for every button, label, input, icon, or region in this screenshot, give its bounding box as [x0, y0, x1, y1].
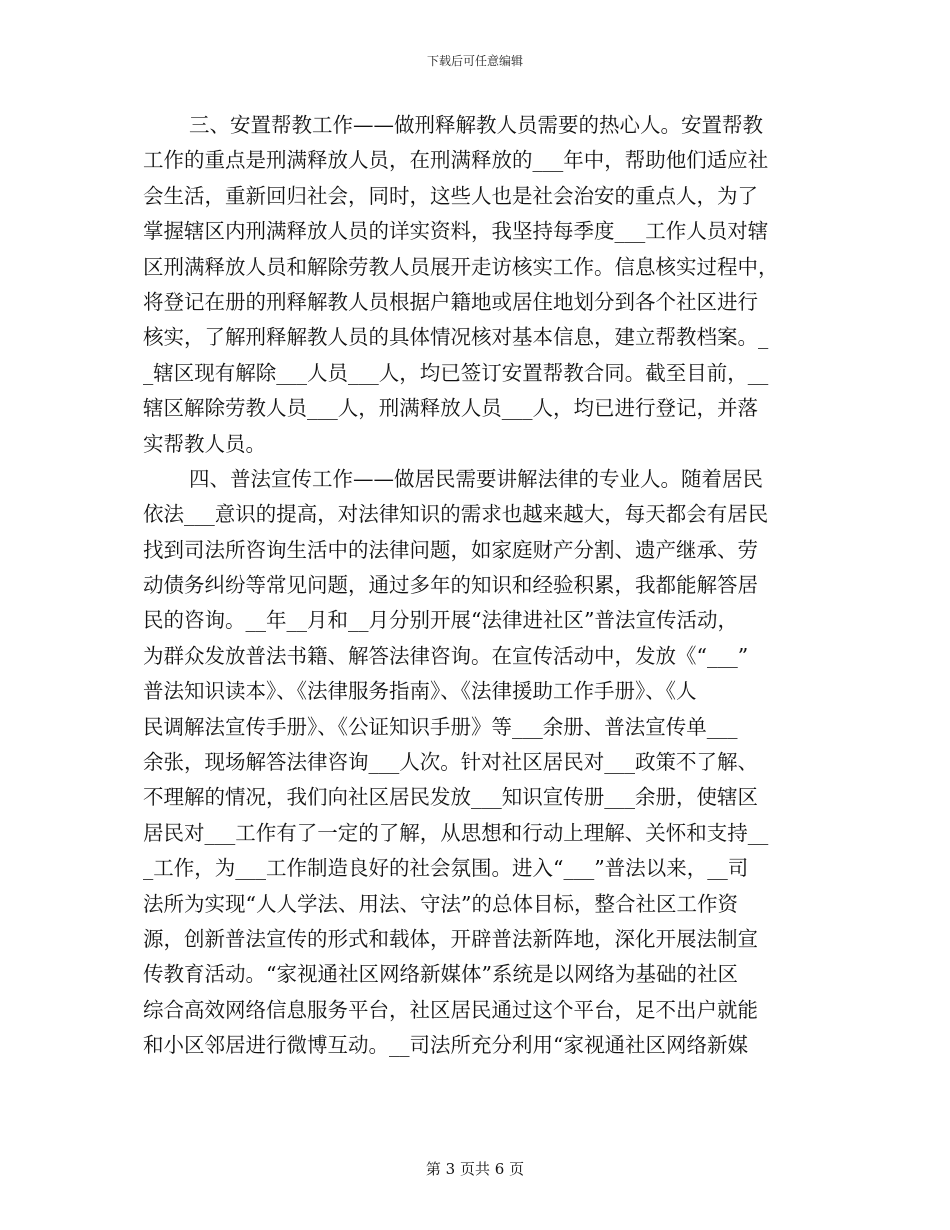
page-number: 第 3 页共 6 页 [425, 1160, 525, 1178]
text-line: 民的咨询。__年__月和__月分别开展“法律进社区”普法宣传活动， [143, 608, 738, 633]
text-line: 核实，了解刑释解教人员的具体情况核对基本信息，建立帮教档案。_ [143, 325, 769, 350]
text-line: 动债务纠纷等常见问题，通过多年的知识和经验积累，我都能解答居 [143, 573, 758, 598]
text-line: 居民对___工作有了一定的了解，从思想和行动上理解、关怀和支持__ [143, 820, 769, 845]
text-line: 综合高效网络信息服务平台，社区居民通过这个平台，足不出户就能 [143, 997, 758, 1022]
text-line: 会生活，重新回归社会，同时，这些人也是社会治安的重点人，为了 [143, 183, 758, 208]
text-line: 找到司法所咨询生活中的法律问题，如家庭财产分割、遗产继承、劳 [143, 537, 758, 562]
text-line: 法所为实现“人人学法、用法、守法”的总体目标，整合社区工作资 [143, 891, 738, 916]
text-line: _辖区现有解除___人员___人，均已签订安置帮教合同。截至目前，__ [143, 360, 769, 385]
text-line: 区刑满释放人员和解除劳教人员展开走访核实工作。信息核实过程中， [143, 254, 779, 279]
text-line: 工作的重点是刑满释放人员，在刑满释放的___年中，帮助他们适应社 [143, 148, 769, 173]
text-line: 传教育活动。“家视通社区网络新媒体”系统是以网络为基础的社区 [143, 962, 738, 987]
text-line: 源，创新普法宣传的形式和载体，开辟普法新阵地，深化开展法制宣 [143, 926, 758, 951]
text-line: 和小区邻居进行微博互动。__司法所充分利用“家视通社区网络新媒 [143, 1033, 748, 1058]
text-line: 掌握辖区内刑满释放人员的详实资料，我坚持每季度___工作人员对辖 [143, 219, 769, 244]
text-line: 将登记在册的刑释解教人员根据户籍地或居住地划分到各个社区进行 [143, 289, 758, 314]
text-line: 普法知识读本》、《法律服务指南》、《法律援助工作手册》、《人 [143, 679, 697, 704]
text-line: 依法___意识的提高，对法律知识的需求也越来越大，每天都会有居民 [143, 502, 769, 527]
text-line: 三、安置帮教工作——做刑释解教人员需要的热心人。安置帮教 [189, 113, 763, 137]
text-line: 实帮教人员。 [143, 431, 266, 456]
text-line: 民调解法宣传手册》、《公证知识手册》等___余册、普法宣传单___ [143, 714, 738, 739]
text-line: 不理解的情况，我们向社区居民发放___知识宣传册___余册，使辖区 [143, 785, 758, 810]
text-line: 余张，现场解答法律咨询___人次。针对社区居民对___政策不了解、 [143, 750, 758, 775]
text-line: _工作，为___工作制造良好的社会氛围。进入“___”普法以来，__司 [143, 856, 749, 881]
page-header: 下载后可任意编辑 [426, 54, 523, 68]
text-line: 辖区解除劳教人员___人，刑满释放人员___人，均已进行登记，并落 [143, 396, 758, 421]
text-line: 为群众发放普法书籍、解答法律咨询。在宣传活动中，发放《“___” [143, 643, 749, 668]
document-body [143, 108, 807, 1064]
text-line: 四、普法宣传工作——做居民需要讲解法律的专业人。随着居民 [189, 466, 763, 491]
